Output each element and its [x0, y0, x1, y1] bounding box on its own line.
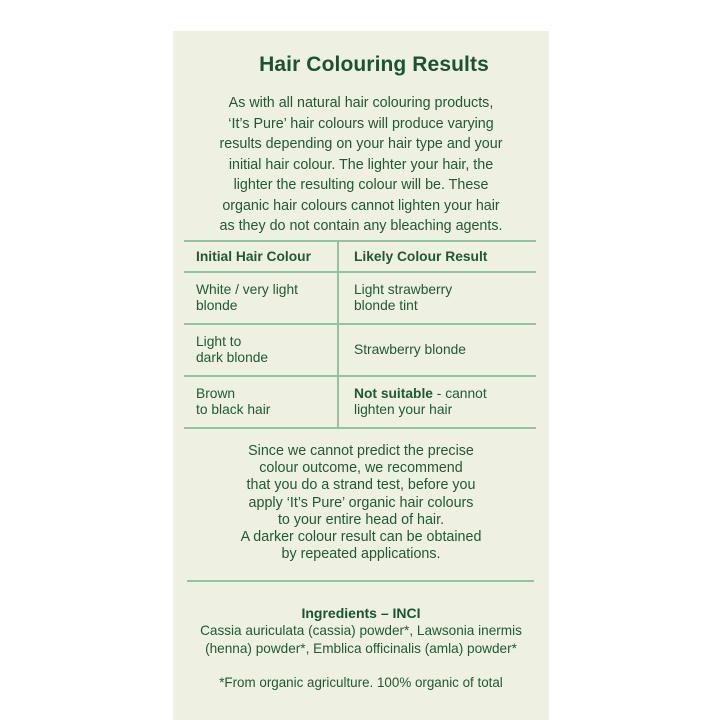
cell-line: to black hair	[196, 402, 271, 417]
note-line: to your entire head of hair.	[277, 511, 445, 528]
cell-line: lighten your hair	[354, 402, 453, 417]
header-initial-hair-colour: Initial Hair Colour	[184, 242, 339, 271]
intro-line: As with all natural hair colouring products,	[228, 95, 494, 111]
intro-line: initial hair colour. The lighter your hair, the	[228, 156, 494, 173]
colour-results-table	[184, 240, 536, 429]
table-row	[184, 375, 536, 429]
cell-line: Light strawberry	[354, 282, 453, 297]
ingredients-line: Cassia auriculata (cassia) powder*, Lawsonia inermis	[200, 623, 522, 638]
cell-line: blonde tint	[354, 298, 418, 313]
table-row	[184, 271, 536, 323]
intro-line: organic hair colours cannot lighten your hair	[222, 197, 500, 214]
cell-text: - cannot	[432, 386, 487, 401]
cell-line: blonde	[196, 298, 238, 313]
initial-colour-cell	[184, 377, 339, 427]
intro-line: results depending on your hair type and your	[219, 136, 503, 152]
initial-colour-cell	[184, 325, 339, 375]
cell-line: Strawberry blonde	[354, 342, 466, 357]
cell-line: Brown	[196, 386, 236, 401]
note-line: A darker colour result can be obtained	[240, 529, 482, 546]
ingredients-line: (henna) powder*, Emblica officinalis (amla) powder*	[205, 640, 517, 656]
not-suitable-label: Not suitable	[354, 386, 433, 401]
page-title: Hair Colouring Results	[259, 53, 489, 76]
result-colour-cell	[339, 273, 536, 323]
note-line: that you do a strand test, before you	[246, 477, 476, 494]
cell-line: White / very light	[196, 282, 298, 297]
intro-line: as they do not contain any bleaching agents.	[219, 218, 503, 234]
header-likely-colour-result: Likely Colour Result	[354, 248, 488, 264]
info-card	[173, 31, 549, 720]
note-line: Since we cannot predict the precise	[248, 443, 474, 459]
organic-footnote: *From organic agriculture. 100% organic of total	[219, 675, 503, 690]
ingredients-heading: Ingredients – INCI	[301, 605, 421, 621]
intro-line: lighter the resulting colour will be. These	[233, 177, 489, 193]
table-row	[184, 323, 536, 375]
note-line: apply ‘It’s Pure’ organic hair colours	[248, 494, 474, 511]
note-line: colour outcome, we recommend	[259, 460, 463, 477]
intro-line: ‘It’s Pure’ hair colours will produce varying	[228, 115, 494, 132]
ingredients-list	[173, 622, 549, 657]
cell-line: Light to	[196, 334, 242, 349]
intro-paragraph	[183, 93, 539, 237]
section-divider	[187, 580, 534, 582]
initial-colour-cell	[184, 273, 339, 323]
strand-test-note	[183, 443, 539, 563]
cell-line: dark blonde	[196, 350, 269, 365]
note-line: by repeated applications.	[281, 546, 441, 563]
result-colour-cell	[339, 325, 536, 375]
cell-line	[354, 386, 487, 402]
result-colour-cell	[339, 377, 536, 427]
table-header-row	[184, 240, 536, 271]
